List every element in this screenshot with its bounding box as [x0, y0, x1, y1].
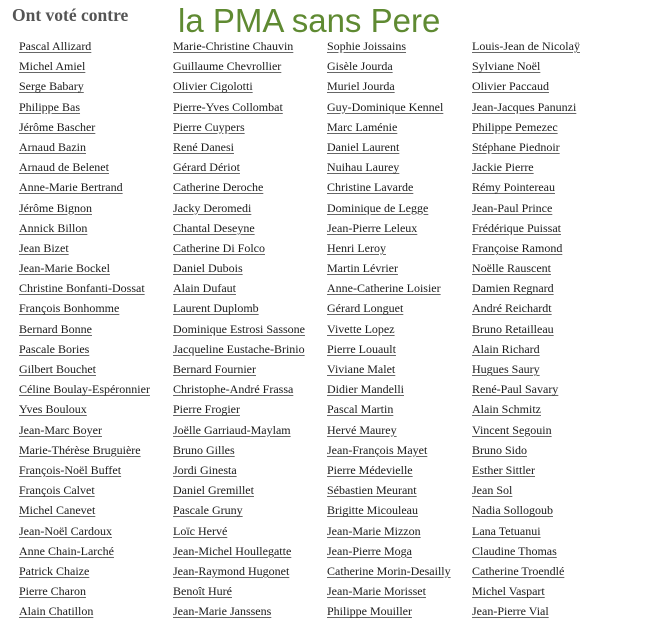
senator-name-link[interactable]: Arnaud Bazin [19, 139, 86, 154]
senator-name-link[interactable]: Anne-Catherine Loisier [327, 281, 441, 296]
senator-name-link[interactable]: Hervé Maurey [327, 422, 397, 437]
senator-name-link[interactable]: Bernard Bonne [19, 321, 92, 336]
senator-name-link[interactable]: Annick Billon [19, 220, 88, 235]
senator-name-link[interactable]: Arnaud de Belenet [19, 160, 109, 175]
senator-name-link[interactable]: Alain Dufaut [173, 281, 236, 296]
senator-name-link[interactable]: Viviane Malet [327, 362, 396, 376]
senator-name-link[interactable]: Anne Chain-Larché [19, 543, 114, 558]
senator-name-link[interactable]: Michel Amiel [19, 59, 86, 74]
senator-name-link[interactable]: Jackie Pierre [472, 160, 534, 175]
senator-name-link[interactable]: Céline Boulay-Espéronnier [19, 382, 150, 397]
senator-name-link[interactable]: Gilbert Bouchet [19, 362, 96, 376]
senator-name-link[interactable]: André Reichardt [472, 301, 552, 316]
senator-name-link[interactable]: Catherine Di Folco [173, 240, 265, 255]
senator-name-link[interactable]: Jean Bizet [19, 240, 69, 255]
senator-name-link[interactable]: René-Paul Savary [472, 382, 559, 397]
senator-name-link[interactable]: Daniel Laurent [327, 139, 400, 154]
senator-name-link[interactable]: Alain Richard [472, 341, 540, 356]
senator-name-link[interactable]: Jean-Pierre Vial [472, 604, 549, 619]
senator-name-link[interactable]: Dominique Estrosi Sassone [173, 321, 305, 336]
senator-name-link[interactable]: Christine Lavarde [327, 180, 414, 195]
senator-name-link[interactable]: Philippe Pemezec [472, 119, 558, 134]
senator-name-link[interactable]: Brigitte Micouleau [327, 503, 418, 518]
senator-name-link[interactable]: Jean-Marie Morisset [327, 584, 426, 599]
senator-name-link[interactable]: Esther Sittler [472, 462, 535, 477]
senator-name-link[interactable]: Gérard Dériot [173, 160, 240, 175]
senator-name-link[interactable]: Catherine Morin-Desailly [327, 563, 451, 578]
senator-name-link[interactable]: Vivette Lopez [327, 321, 395, 336]
senator-name-link[interactable]: Pierre Cuypers [173, 119, 245, 134]
senator-name-link[interactable]: Bernard Fournier [173, 362, 256, 376]
senator-name-link[interactable]: Jérôme Bignon [19, 200, 92, 215]
senator-name-link[interactable]: Stéphane Piednoir [472, 139, 560, 154]
senator-name-link[interactable]: Jean-Marie Mizzon [327, 523, 421, 538]
senator-name-link[interactable]: Jean-Marie Janssens [173, 604, 272, 619]
senator-name-link[interactable]: Catherine Deroche [173, 180, 264, 195]
senator-name-link[interactable]: Vincent Segouin [472, 422, 552, 437]
senator-name-link[interactable]: Gisèle Jourda [327, 59, 393, 74]
senator-name-link[interactable]: Pascale Gruny [173, 503, 243, 518]
senator-name-link[interactable]: Chantal Deseyne [173, 220, 255, 235]
senator-name-link[interactable]: Serge Babary [19, 79, 84, 94]
senator-name-link[interactable]: Loïc Hervé [173, 523, 228, 538]
senator-name-link[interactable]: Muriel Jourda [327, 79, 395, 94]
senator-name-link[interactable]: Laurent Duplomb [173, 301, 259, 316]
senator-name-link[interactable]: Daniel Gremillet [173, 483, 254, 498]
senator-name-link[interactable]: Pascal Allizard [19, 39, 92, 53]
senator-name-link[interactable]: François Bonhomme [19, 301, 120, 316]
senator-name-link[interactable]: Sébastien Meurant [327, 483, 417, 498]
senator-name-link[interactable]: Bruno Gilles [173, 442, 235, 457]
senator-name-link[interactable]: Damien Regnard [472, 281, 554, 296]
senator-name-link[interactable]: Jean Sol [472, 483, 513, 498]
senator-name-link[interactable]: Françoise Ramond [472, 240, 563, 255]
senator-name-link[interactable]: Bruno Sido [472, 442, 528, 457]
vote-against-label: Ont voté contre [12, 5, 129, 25]
senator-name-link[interactable]: Alain Schmitz [472, 402, 541, 417]
senator-name-link[interactable]: Jean-François Mayet [327, 442, 428, 457]
senator-name-link[interactable]: Olivier Paccaud [472, 79, 549, 94]
senator-name-link[interactable]: François Calvet [19, 483, 95, 498]
senator-name-link[interactable]: Claudine Thomas [472, 543, 557, 558]
headline-title: la PMA sans Pere [178, 2, 441, 39]
senator-name-link[interactable]: Pierre Charon [19, 584, 86, 599]
senator-name-link[interactable]: Lana Tetuanui [472, 523, 541, 538]
senator-name-link[interactable]: Anne-Marie Bertrand [19, 180, 123, 195]
senator-name-link[interactable]: François-Noël Buffet [19, 462, 122, 477]
senator-name-link[interactable]: Pierre-Yves Collombat [173, 99, 283, 114]
senator-name-link[interactable]: Pascal Martin [327, 402, 394, 417]
senator-name-link[interactable]: Jean-Paul Prince [472, 200, 553, 215]
senator-names-grid [19, 36, 639, 621]
senator-name-link[interactable]: Catherine Troendlé [472, 563, 565, 578]
senator-name-link[interactable]: Hugues Saury [472, 362, 540, 376]
senator-name-link[interactable]: Patrick Chaize [19, 563, 90, 578]
senator-name-link[interactable]: Guy-Dominique Kennel [327, 99, 444, 114]
senator-name-link[interactable]: Pierre Frogier [173, 402, 240, 417]
senator-name-link[interactable]: Jean-Pierre Moga [327, 543, 412, 558]
senator-name-link[interactable]: Noëlle Rauscent [472, 261, 551, 276]
senator-name-link[interactable]: Dominique de Legge [327, 200, 429, 215]
senator-name-link[interactable]: Jean-Marie Bockel [19, 261, 110, 276]
senator-name-link[interactable]: Jérôme Bascher [19, 119, 96, 134]
senator-name-link[interactable]: Christophe-André Frassa [173, 382, 294, 397]
senator-name-link[interactable]: Pascale Bories [19, 341, 90, 356]
senator-name-link[interactable]: Nuihau Laurey [327, 160, 400, 175]
senator-name-link[interactable]: Olivier Cigolotti [173, 79, 253, 94]
senator-name-link[interactable]: Marc Laménie [327, 119, 398, 134]
senator-name-link[interactable]: Michel Canevet [19, 503, 96, 518]
senator-name-link[interactable]: Pierre Louault [327, 341, 396, 356]
senator-name-link[interactable]: Bruno Retailleau [472, 321, 554, 336]
senator-name-link[interactable]: Jacky Deromedi [173, 200, 252, 215]
senator-name-link[interactable]: Frédérique Puissat [472, 220, 561, 235]
senator-name-link[interactable]: Joëlle Garriaud-Maylam [173, 422, 291, 437]
senator-name-link[interactable]: Jean-Raymond Hugonet [173, 563, 290, 578]
senator-name-link[interactable]: Jordi Ginesta [173, 462, 237, 477]
senator-name-link[interactable]: Jean-Jacques Panunzi [472, 99, 577, 114]
senator-name-link[interactable]: René Danesi [173, 139, 234, 154]
senator-name-link[interactable]: Jean-Marc Boyer [19, 422, 102, 437]
senator-name-link[interactable]: Marie-Thérèse Bruguière [19, 442, 141, 457]
senator-name-link[interactable]: Yves Bouloux [19, 402, 87, 417]
senator-name-link[interactable]: Philippe Bas [19, 99, 81, 114]
senator-name-link[interactable]: Gérard Longuet [327, 301, 404, 316]
senator-name-link[interactable]: Pierre Médevielle [327, 462, 413, 477]
senator-name-link[interactable]: Marie-Christine Chauvin [173, 39, 294, 53]
senator-name-link[interactable]: Jacqueline Eustache-Brinio [173, 341, 305, 356]
senator-name-link[interactable]: Rémy Pointereau [472, 180, 555, 195]
senator-name-link[interactable]: Benoît Huré [173, 584, 232, 599]
senator-name-link[interactable]: Martin Lévrier [327, 261, 398, 276]
senator-name-link[interactable]: Christine Bonfanti-Dossat [19, 281, 145, 296]
senator-name-link[interactable]: Jean-Noël Cardoux [19, 523, 112, 538]
senator-name-link[interactable]: Guillaume Chevrollier [173, 59, 282, 74]
senator-name-link[interactable]: Jean-Michel Houllegatte [173, 543, 292, 558]
senator-name-link[interactable]: Nadia Sollogoub [472, 503, 553, 518]
senator-name-link[interactable]: Philippe Mouiller [327, 604, 412, 619]
senator-name-link[interactable]: Jean-Pierre Leleux [327, 220, 418, 235]
senator-name-link[interactable]: Michel Vaspart [472, 584, 545, 599]
senator-name-link[interactable]: Daniel Dubois [173, 261, 243, 276]
senator-name-link[interactable]: Alain Chatillon [19, 604, 94, 619]
senator-name-link[interactable]: Henri Leroy [327, 240, 386, 255]
senator-name-link[interactable]: Louis-Jean de Nicolaÿ [472, 39, 580, 53]
senator-name-link[interactable]: Sylviane Noël [472, 59, 541, 74]
senator-name-link[interactable]: Didier Mandelli [327, 382, 404, 397]
senator-name-link[interactable]: Sophie Joissains [327, 39, 407, 53]
